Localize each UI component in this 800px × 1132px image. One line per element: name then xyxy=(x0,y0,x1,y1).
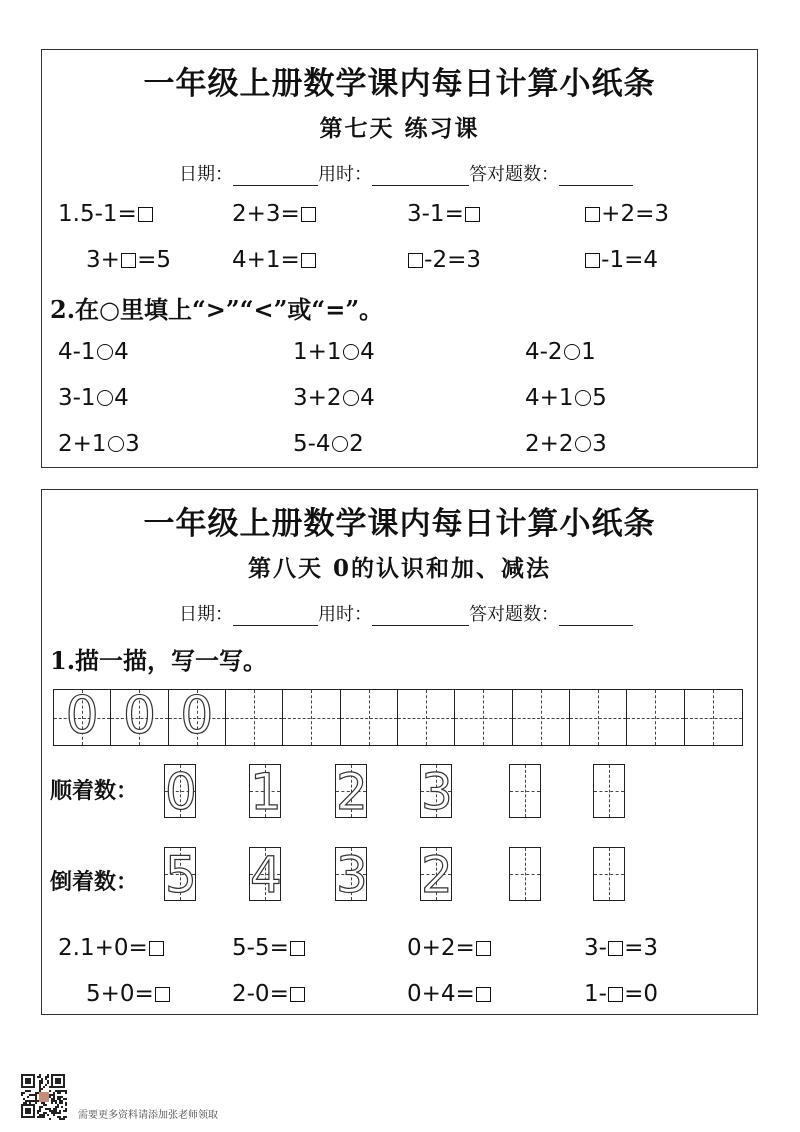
correct-count-field[interactable] xyxy=(559,165,633,186)
qr-module xyxy=(23,1102,25,1104)
qr-module xyxy=(55,1106,57,1108)
date-label: 日期： xyxy=(179,604,233,625)
trace-digit: 3 xyxy=(421,763,453,821)
count-box[interactable] xyxy=(335,763,368,821)
grid-cell[interactable] xyxy=(455,690,512,745)
qr-module xyxy=(27,1096,29,1098)
qr-module xyxy=(37,1112,39,1114)
qr-module xyxy=(35,1094,37,1096)
answer-box[interactable] xyxy=(608,941,623,956)
qr-module xyxy=(39,1086,41,1088)
grid-cell[interactable] xyxy=(54,686,111,746)
qr-module xyxy=(65,1108,67,1110)
qr-module xyxy=(53,1114,55,1116)
qr-module xyxy=(29,1094,31,1096)
qr-module xyxy=(59,1096,61,1098)
trace-digit: 0 xyxy=(65,686,99,746)
qr-module xyxy=(57,1098,59,1100)
grid-cell[interactable] xyxy=(513,690,570,745)
answer-box[interactable] xyxy=(155,987,170,1002)
qr-module xyxy=(43,1102,45,1104)
qr-module xyxy=(61,1100,63,1102)
qr-module xyxy=(29,1102,31,1104)
answer-box[interactable] xyxy=(476,941,491,956)
count-box[interactable] xyxy=(164,763,197,821)
qr-module xyxy=(33,1100,35,1102)
qr-module xyxy=(59,1090,61,1092)
comparison: 3-1 4 xyxy=(58,385,129,411)
compare-circle[interactable] xyxy=(108,436,125,453)
qr-module xyxy=(33,1094,35,1096)
equation: 2.1+0= xyxy=(58,935,165,961)
qr-module xyxy=(51,1098,53,1100)
qr-module xyxy=(31,1094,33,1096)
time-field[interactable] xyxy=(372,165,469,186)
compare-circle[interactable] xyxy=(97,390,114,407)
qr-module xyxy=(51,1094,53,1096)
qr-module xyxy=(25,1078,31,1084)
answer-box[interactable] xyxy=(585,207,600,222)
qr-module xyxy=(45,1108,47,1110)
qr-module xyxy=(53,1110,55,1112)
answer-box[interactable] xyxy=(121,253,136,268)
qr-module xyxy=(35,1100,37,1102)
comparison: 3+2 4 xyxy=(293,385,375,411)
count-box[interactable] xyxy=(335,846,368,904)
equation: 4+1= xyxy=(232,247,317,273)
equation: 0+4= xyxy=(407,981,492,1007)
qr-module xyxy=(25,1090,27,1092)
qr-module xyxy=(37,1100,39,1102)
footer-note: 需要更多资料请添加张老师领取 xyxy=(78,1110,218,1121)
qr-module xyxy=(25,1108,31,1114)
qr-module xyxy=(57,1104,59,1106)
qr-module xyxy=(63,1098,65,1100)
qr-module xyxy=(57,1116,59,1118)
qr-module xyxy=(53,1112,55,1114)
qr-module xyxy=(59,1110,61,1112)
qr-module xyxy=(65,1116,67,1118)
qr-module xyxy=(57,1106,59,1108)
qr-module xyxy=(41,1088,43,1090)
trace-digit: 2 xyxy=(421,846,453,904)
compare-circle[interactable] xyxy=(575,436,592,453)
qr-module xyxy=(41,1116,43,1118)
qr-module xyxy=(61,1096,63,1098)
qr-module xyxy=(55,1078,61,1084)
date-field[interactable] xyxy=(233,165,318,186)
answer-box[interactable] xyxy=(290,941,305,956)
qr-module xyxy=(63,1110,65,1112)
qr-module xyxy=(61,1090,63,1092)
qr-module xyxy=(53,1098,55,1100)
grid-cell[interactable] xyxy=(685,690,742,745)
correct-count-field[interactable] xyxy=(559,605,633,626)
backward-label: 倒着数： xyxy=(50,869,139,895)
qr-module xyxy=(55,1100,57,1102)
qr-module xyxy=(57,1112,59,1114)
qr-module xyxy=(29,1100,31,1102)
qr-module xyxy=(59,1112,61,1114)
qr-module xyxy=(21,1092,23,1094)
count-box[interactable] xyxy=(593,847,625,901)
qr-module xyxy=(39,1074,41,1076)
qr-module xyxy=(23,1092,25,1094)
qr-module xyxy=(61,1102,63,1104)
qr-module xyxy=(39,1082,41,1084)
answer-box[interactable] xyxy=(149,941,164,956)
equation: -2=3 xyxy=(407,247,481,273)
qr-module xyxy=(45,1112,47,1114)
comparison: 2+2 3 xyxy=(525,431,607,457)
qr-module xyxy=(51,1112,53,1114)
qr-module xyxy=(57,1090,59,1092)
qr-module xyxy=(41,1082,43,1084)
qr-module xyxy=(65,1110,67,1112)
answer-box[interactable] xyxy=(408,253,423,268)
count-box[interactable] xyxy=(164,846,197,904)
qr-module xyxy=(39,1076,41,1078)
qr-module xyxy=(37,1076,39,1078)
equation: 3- =3 xyxy=(584,935,659,961)
equation: 1.5-1= xyxy=(58,201,154,227)
qr-module xyxy=(27,1100,29,1102)
qr-module xyxy=(49,1108,51,1110)
comparison: 4+1 5 xyxy=(525,385,607,411)
qr-module xyxy=(43,1086,45,1088)
qr-module xyxy=(47,1074,49,1076)
qr-module xyxy=(55,1108,57,1110)
qr-module xyxy=(61,1118,63,1120)
qr-module xyxy=(45,1078,47,1080)
count-box[interactable] xyxy=(249,763,282,821)
answer-box[interactable] xyxy=(476,987,491,1002)
trace-digit: 0 xyxy=(180,686,214,746)
qr-module xyxy=(63,1090,65,1092)
qr-module xyxy=(31,1100,33,1102)
qr-module xyxy=(39,1114,41,1116)
qr-code-icon xyxy=(21,1074,67,1120)
answer-box[interactable] xyxy=(608,987,623,1002)
qr-module xyxy=(39,1106,41,1108)
equation: 3+ =5 xyxy=(86,247,171,273)
compare-circle[interactable] xyxy=(343,390,360,407)
grid-cell[interactable] xyxy=(226,690,283,745)
count-box[interactable] xyxy=(249,846,282,904)
equation: 2+3= xyxy=(232,201,317,227)
qr-module xyxy=(65,1098,67,1100)
qr-module xyxy=(49,1094,51,1096)
compare-circle[interactable] xyxy=(575,390,592,407)
qr-module xyxy=(25,1102,27,1104)
qr-module xyxy=(41,1106,43,1108)
qr-module xyxy=(47,1108,49,1110)
qr-module xyxy=(43,1114,45,1116)
worksheet-day8 xyxy=(41,489,758,1015)
qr-module xyxy=(43,1104,45,1106)
trace-grid[interactable] xyxy=(53,686,743,746)
trace-digit: 0 xyxy=(165,763,197,821)
qr-module xyxy=(51,1110,53,1112)
qr-module xyxy=(39,1110,41,1112)
compare-circle[interactable] xyxy=(97,344,114,361)
equation: 0+2= xyxy=(407,935,492,961)
count-box[interactable] xyxy=(593,764,625,818)
count-box[interactable] xyxy=(420,763,453,821)
qr-module xyxy=(59,1092,61,1094)
answer-box[interactable] xyxy=(585,253,600,268)
sheet-title: 一年级上册数学课内每日计算小纸条 xyxy=(143,506,656,542)
grid-cell[interactable] xyxy=(341,690,398,745)
qr-module xyxy=(51,1102,53,1104)
comparison: 4-1 4 xyxy=(58,339,129,365)
trace-digit: 0 xyxy=(122,686,157,746)
qr-module xyxy=(55,1110,57,1112)
answer-box[interactable] xyxy=(465,207,480,222)
qr-module xyxy=(57,1092,59,1094)
count-box[interactable] xyxy=(509,764,541,818)
qr-module xyxy=(45,1104,47,1106)
grid-cell[interactable] xyxy=(283,690,340,745)
time-field[interactable] xyxy=(372,605,469,626)
qr-module xyxy=(59,1102,61,1104)
trace-digit: 3 xyxy=(336,846,368,904)
comparison: 2+1 3 xyxy=(58,431,140,457)
qr-module xyxy=(59,1118,61,1120)
answer-box[interactable] xyxy=(138,207,153,222)
qr-module xyxy=(37,1092,39,1094)
qr-module xyxy=(21,1094,23,1096)
qr-module xyxy=(27,1090,29,1092)
sheet-subtitle: 第七天 练习课 xyxy=(319,115,480,142)
answer-box[interactable] xyxy=(301,253,316,268)
equation: 3-1= xyxy=(407,201,481,227)
qr-module xyxy=(39,1092,49,1102)
grid-cell[interactable] xyxy=(398,690,455,745)
qr-module xyxy=(45,1084,47,1086)
qr-module xyxy=(59,1100,61,1102)
qr-module xyxy=(47,1076,49,1078)
grid-cell[interactable] xyxy=(627,690,684,745)
qr-module xyxy=(65,1102,67,1104)
trace-digit: 1 xyxy=(250,763,282,821)
date-label: 日期： xyxy=(179,164,233,185)
compare-circle[interactable] xyxy=(343,344,360,361)
qr-module xyxy=(41,1078,43,1080)
qr-module xyxy=(41,1080,43,1082)
sheet-subtitle: 第八天 0的认识和加、减法 xyxy=(247,555,551,582)
comparison: 1+1 4 xyxy=(293,339,375,365)
time-label: 用时： xyxy=(318,164,372,185)
qr-module xyxy=(39,1088,41,1090)
qr-module xyxy=(45,1076,47,1078)
qr-module xyxy=(35,1092,37,1094)
qr-module xyxy=(43,1116,45,1118)
trace-heading: 1.描一描，写一写。 xyxy=(50,646,268,675)
grid-cell[interactable] xyxy=(570,690,627,745)
qr-module xyxy=(59,1116,61,1118)
qr-module xyxy=(53,1092,55,1094)
time-label: 用时： xyxy=(318,604,372,625)
qr-module xyxy=(47,1114,49,1116)
equation: 2-0= xyxy=(232,981,306,1007)
qr-module xyxy=(57,1096,59,1098)
qr-module xyxy=(47,1080,49,1082)
qr-module xyxy=(35,1098,37,1100)
qr-module xyxy=(35,1096,37,1098)
qr-module xyxy=(61,1106,63,1108)
trace-digit: 2 xyxy=(336,763,368,821)
grid-cell[interactable] xyxy=(169,686,226,746)
qr-module xyxy=(49,1118,51,1120)
qr-module xyxy=(49,1086,51,1088)
compare-circle[interactable] xyxy=(332,436,349,453)
answer-box[interactable] xyxy=(301,207,316,222)
qr-module xyxy=(53,1096,55,1098)
worksheet-day7 xyxy=(41,49,758,468)
count-box[interactable] xyxy=(509,847,541,901)
qr-module xyxy=(55,1112,57,1114)
qr-module xyxy=(55,1102,57,1104)
qr-module xyxy=(25,1100,27,1102)
correct-label: 答对题数： xyxy=(469,604,559,625)
qr-module xyxy=(23,1098,25,1100)
equation: 5-5= xyxy=(232,935,306,961)
qr-module xyxy=(37,1116,39,1118)
qr-module xyxy=(41,1114,43,1116)
qr-module xyxy=(55,1090,57,1092)
qr-module xyxy=(51,1100,53,1102)
qr-module xyxy=(39,1116,41,1118)
qr-module xyxy=(65,1092,67,1094)
qr-module xyxy=(65,1104,67,1106)
qr-module xyxy=(49,1110,51,1112)
qr-module xyxy=(37,1110,39,1112)
compare-circle[interactable] xyxy=(564,344,581,361)
qr-module xyxy=(49,1090,51,1092)
date-field[interactable] xyxy=(233,605,318,626)
grid-cell[interactable] xyxy=(111,686,168,746)
qr-module xyxy=(39,1090,41,1092)
equation: 5+0= xyxy=(86,981,171,1007)
qr-module xyxy=(63,1118,65,1120)
qr-module xyxy=(49,1096,51,1098)
qr-module xyxy=(53,1094,55,1096)
correct-label: 答对题数： xyxy=(469,164,559,185)
equation: -1=4 xyxy=(584,247,658,273)
qr-module xyxy=(29,1090,31,1092)
comparison: 5-4 2 xyxy=(293,431,364,457)
qr-module xyxy=(39,1108,41,1110)
trace-digit: 4 xyxy=(250,846,282,904)
qr-module xyxy=(41,1102,43,1104)
qr-module xyxy=(63,1116,65,1118)
equation: 1- =0 xyxy=(584,981,659,1007)
meta-row xyxy=(179,160,633,186)
forward-label: 顺着数： xyxy=(50,778,139,804)
comparison: 4-2 1 xyxy=(525,339,596,365)
answer-box[interactable] xyxy=(290,987,305,1002)
qr-module xyxy=(59,1098,61,1100)
qr-module xyxy=(53,1108,55,1110)
trace-digit: 5 xyxy=(165,846,197,904)
meta-row xyxy=(179,600,633,626)
sheet-title: 一年级上册数学课内每日计算小纸条 xyxy=(143,66,656,102)
qr-module xyxy=(39,1084,41,1086)
question-2-heading: 2.在○里填上“>”“<”或“=”。 xyxy=(50,295,384,324)
qr-module xyxy=(65,1090,67,1092)
qr-module xyxy=(39,1080,41,1082)
equation: +2=3 xyxy=(584,201,669,227)
qr-module xyxy=(47,1082,49,1084)
qr-module xyxy=(43,1112,45,1114)
count-box[interactable] xyxy=(420,846,453,904)
qr-module xyxy=(35,1102,37,1104)
qr-module xyxy=(53,1100,55,1102)
